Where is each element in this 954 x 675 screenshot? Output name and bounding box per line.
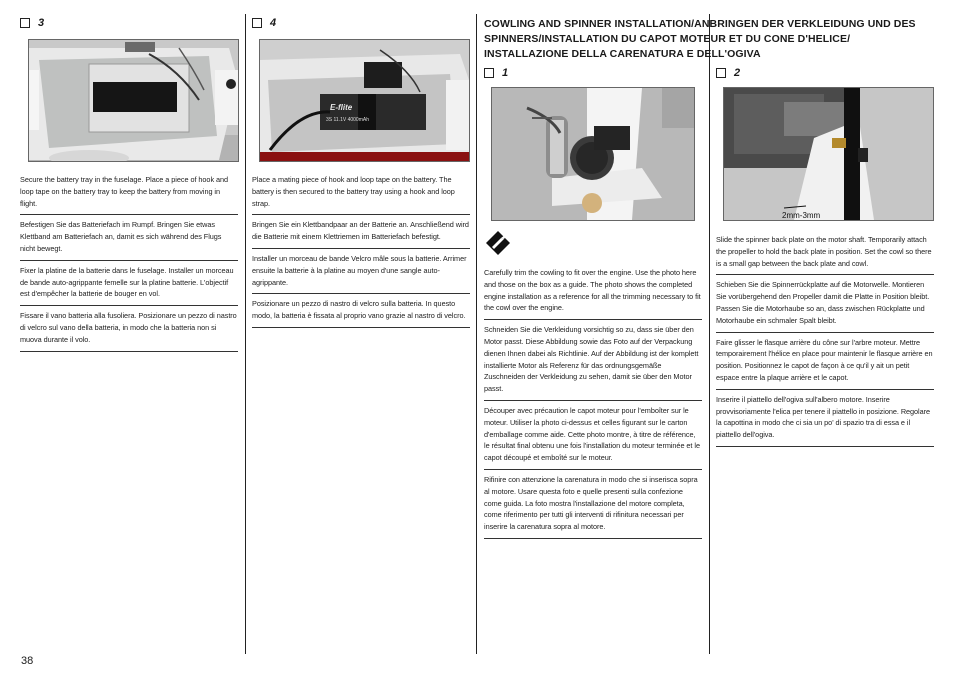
step-number: 2 [734,67,741,79]
paragraph-fr: Découper avec précaution le capot moteur pour l'emboîter sur le moteur. Utiliser la photo ci-dessus et celles figurant sur le carton d'emballage comme aide. Cette photo montre, à titre de référence, le résultat final obtenu une fois l'installation du moteur terminée et le capot découpé et emboîté sur le moteur. [484,401,702,470]
gap-label: 2mm-3mm [782,211,821,220]
column-divider [709,14,710,654]
paragraph-en: Carefully trim the cowling to fit over the engine. Use the photo here and those on the box as a guide. The photo shows the completed engine installation as a reference for all the trimming necessary to fit the cowl over the engine. [484,267,702,320]
paragraph-de: Bringen Sie ein Klettbandpaar an der Batterie an. Anschließend wird die Batterie mit einem Klettriemen im Batteriefach befestigt. [252,215,470,249]
step-number: 3 [38,17,45,29]
battery-label: 3S 11.1V 4000mAh [326,117,369,123]
step-4-column [252,16,470,328]
cowling-step-2-text [716,234,934,447]
paragraph-it: Fissare il vano batteria alla fusoliera. Posizionare un pezzo di nastro di velcro sul vano della batteria, in modo che la batteria non si muova durante il volo. [20,306,238,351]
checkbox-icon[interactable] [20,18,30,28]
paragraph-en: Secure the battery tray in the fuselage. Place a piece of hook and loop tape on the battery tray to keep the battery from moving in flight. [20,174,238,215]
battery-tray-photo [28,39,239,162]
svg-text:E-flite: E-flite [330,103,353,112]
hobby-knife-icon [486,231,510,255]
paragraph-fr: Installer un morceau de bande Velcro mâle sous la batterie. Arrimer ensuite la batterie à la platine au moyen d'une sangle auto-agrippante. [252,249,470,294]
paragraph-en: Slide the spinner back plate on the motor shaft. Temporarily attach the propeller to hold the back plate in position. Set the cowl so there is a small gap between the back plate and cowl. [716,234,934,275]
step-number: 1 [502,67,509,79]
battery-installed-photo [259,39,470,162]
cowling-step-1-header [484,66,702,80]
checkbox-icon[interactable] [252,18,262,28]
spinner-gap-photo [723,87,934,221]
paragraph-de: Schneiden Sie die Verkleidung vorsichtig so zu, dass sie über den Motor passt. Diese Abbildung sowie das Foto auf der Verpackung dienen Ihnen dabei als Richtlinie. Auf der Abbildung ist der komplett installierte Motor als Referenz für das ordnungsgemäße Zuschneiden der Verkleidung zu sehen, damit sie über den Motor passt. [484,320,702,401]
cowling-step-1-text [484,267,702,539]
paragraph-it: Rifinire con attenzione la carenatura in modo che si inserisca sopra al motore. Usare questa foto e quelle presenti sulla confezione come guida. La foto mostra l'installazione del motore completa, come riferimento per tutti gli interventi di rifinitura necessari per inserire la carenatura sopra al motore. [484,470,702,539]
column-divider [245,14,246,654]
page-number: 38 [21,655,34,667]
cowling-step-2-column [716,66,934,447]
paragraph-it: Posizionare un pezzo di nastro di velcro sulla batteria. In questo modo, la batteria è fissata al proprio vano grazie al nastro di velcro. [252,294,470,328]
paragraph-de: Befestigen Sie das Batteriefach im Rumpf. Bringen Sie etwas Klettband am Batteriefach an, damit es sich während des Flugs nicht bewegt. [20,215,238,260]
step-4-header [252,16,470,30]
paragraph-fr: Fixer la platine de la batterie dans le fuselage. Installer un morceau de bande auto-agrippante femelle sur la platine batterie. L'objectif est d'empêcher la batterie de bouger en vol. [20,261,238,306]
paragraph-fr: Faire glisser le flasque arrière du cône sur l'arbre moteur. Mettre temporairement l'hélice en place pour maintenir le flasque arrière en position. Positionnez le capot de façon à ce qu'il y ait un petit espace entre la plaque arrière et le capot. [716,333,934,390]
step-3-header [20,16,238,30]
paragraph-it: Inserire il piattello dell'ogiva sull'albero motore. Inserire provvisoriamente l'elica per tenere il piattello in posizione. Regolare la capottina in modo che ci sia un po' di spazio tra di essa e il piattello dell'ogiva. [716,390,934,447]
step-3-column [20,16,238,352]
column-divider [476,14,477,654]
paragraph-en: Place a mating piece of hook and loop tape on the battery. The battery is then secured to the battery tray using a hook and loop strap. [252,174,470,215]
section-title: COWLING AND SPINNER INSTALLATION/ANBRINGEN DER VERKLEIDUNG UND DES SPINNERS/INSTALLATION DU CAPOT MOTEUR ET DU CONE D'HELICE/ INSTALLAZIONE DELLA CARENATURA E DELL'OGIVA [484,18,916,60]
cowling-step-1-column [484,66,702,539]
step-number: 4 [270,17,277,29]
cowling-step-2-header [716,66,934,80]
step-3-text [20,174,238,352]
section-header [484,17,929,62]
engine-cowling-photo [491,87,695,221]
paragraph-de: Schieben Sie die Spinnerrückplatte auf die Motorwelle. Montieren Sie vorübergehend den Propeller damit die Platte in Position bleibt. Passen Sie die Motorhaube so an, dass zwischen Rückplatte und Motorhaube ein schmaler Spalt bleibt. [716,275,934,332]
step-4-text [252,174,470,328]
checkbox-icon[interactable] [484,68,494,78]
checkbox-icon[interactable] [716,68,726,78]
